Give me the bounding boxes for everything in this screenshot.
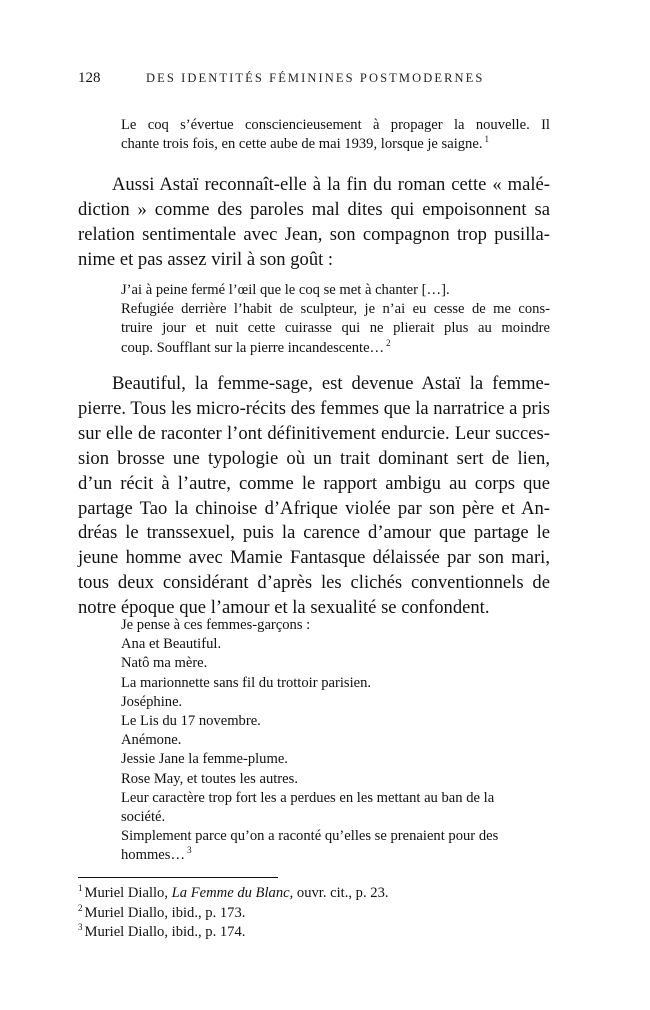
footnote-text: , ouvr. cit., p. 23.: [289, 885, 389, 901]
paragraph-line: jeune homme avec Mamie Fantasque délaissée par son mari,: [78, 547, 550, 569]
block-quote-2: [121, 281, 550, 358]
paragraph-line: diction » comme des paroles mal dites qui empoisonnent sa: [78, 198, 550, 220]
footnote-separator: [78, 877, 278, 878]
paragraph-line: tous deux considérant d’après les clichés conventionnels de: [78, 572, 550, 594]
quote-line-text: coup. Soufflant sur la pierre incandescente…: [121, 339, 385, 356]
paragraph-1: [78, 173, 550, 273]
quote-line-text: hommes…: [121, 847, 186, 864]
footnote-3: [78, 923, 389, 943]
footnote-text: Muriel Diallo, ibid., p. 174.: [84, 924, 246, 940]
footnote-text: Muriel Diallo,: [84, 885, 172, 901]
footnote-number: 1: [78, 883, 83, 893]
footnote-number: 3: [78, 922, 83, 932]
quote-line: [121, 846, 550, 865]
paragraph-line: Beautiful, la femme-sage, est devenue Astaï la femme-: [112, 373, 550, 394]
block-quote-1: [121, 116, 550, 154]
quote-line: Le coq s’évertue consciencieusement à propager la nouvelle. Il: [121, 117, 550, 133]
footnote-ref[interactable]: 1: [484, 134, 489, 145]
paragraph-line: Aussi Astaï reconnaît-elle à la fin du roman cette « malé-: [112, 174, 550, 195]
paragraph-line: sion brosse une typologie où un trait dominant sert de lien,: [78, 447, 550, 469]
paragraph-line: d’un récit à l’autre, comme le rapport ambigu au corps que: [78, 472, 550, 494]
paragraph-line: partage Tao la chinoise d’Afrique violée par son père et An-: [78, 497, 550, 519]
quote-line: Joséphine.: [121, 693, 183, 710]
block-quote-3: [121, 616, 550, 866]
quote-line: [121, 339, 550, 358]
paragraph-line: notre époque que l’amour et la sexualité se confondent.: [78, 597, 490, 619]
quote-line: Leur caractère trop fort les a perdues en les mettant au ban de la: [121, 789, 495, 806]
paragraph-line: sur elle de raconter l’ont définitivement endurcie. Leur succes-: [78, 422, 550, 444]
page-header: [78, 70, 550, 90]
paragraph-line: nime et pas assez viril à son goût :: [78, 248, 334, 270]
running-head: DES IDENTITÉS FÉMININES POSTMODERNES: [146, 71, 485, 85]
quote-line: Anémone.: [121, 732, 182, 749]
footnote-1: [78, 884, 389, 904]
quote-line: Simplement parce qu’on a raconté qu’elles se prenaient pour des: [121, 828, 499, 845]
quote-line: Le Lis du 17 novembre.: [121, 713, 261, 730]
quote-line: Rose May, et toutes les autres.: [121, 770, 298, 787]
paragraph-line: relation sentimentale avec Jean, son compagnon trop pusilla-: [78, 223, 550, 245]
paragraph-2: [78, 372, 550, 621]
quote-line: société.: [121, 809, 166, 826]
quote-line: Ana et Beautiful.: [121, 636, 222, 653]
footnote-book-title: La Femme du Blanc: [171, 885, 290, 901]
quote-line: Jessie Jane la femme-plume.: [121, 751, 288, 768]
paragraph-line: pierre. Tous les micro-récits des femmes que la narratrice a pris: [78, 397, 550, 419]
quote-line: La marionnette sans fil du trottoir parisien.: [121, 674, 372, 691]
quote-line: Je pense à ces femmes-garçons :: [121, 617, 311, 633]
quote-line: Refugiée derrière l’habit de sculpteur, je n’ai eu cesse de me cons-: [121, 301, 550, 318]
footnotes: [78, 884, 389, 943]
paragraph-line: dréas le transsexuel, puis la carence d’amour que partage le: [78, 522, 550, 544]
quote-line: J’ai à peine fermé l’œil que le coq se met à chanter […].: [121, 282, 450, 298]
footnote-text: Muriel Diallo, ibid., p. 173.: [84, 904, 246, 921]
footnote-number: 2: [78, 902, 83, 913]
quote-line: [121, 135, 550, 154]
footnote-2: [78, 904, 389, 924]
quote-line: truire jour et nuit cette cuirasse qui ne plierait plus au moindre: [121, 320, 550, 337]
quote-line: Natô ma mère.: [121, 655, 208, 672]
footnote-ref[interactable]: 2: [386, 337, 391, 348]
quote-line-text: chante trois fois, en cette aube de mai 1939, lorsque je saigne.: [121, 136, 483, 153]
footnote-ref[interactable]: 3: [187, 845, 192, 856]
page-number: 128: [78, 70, 101, 86]
